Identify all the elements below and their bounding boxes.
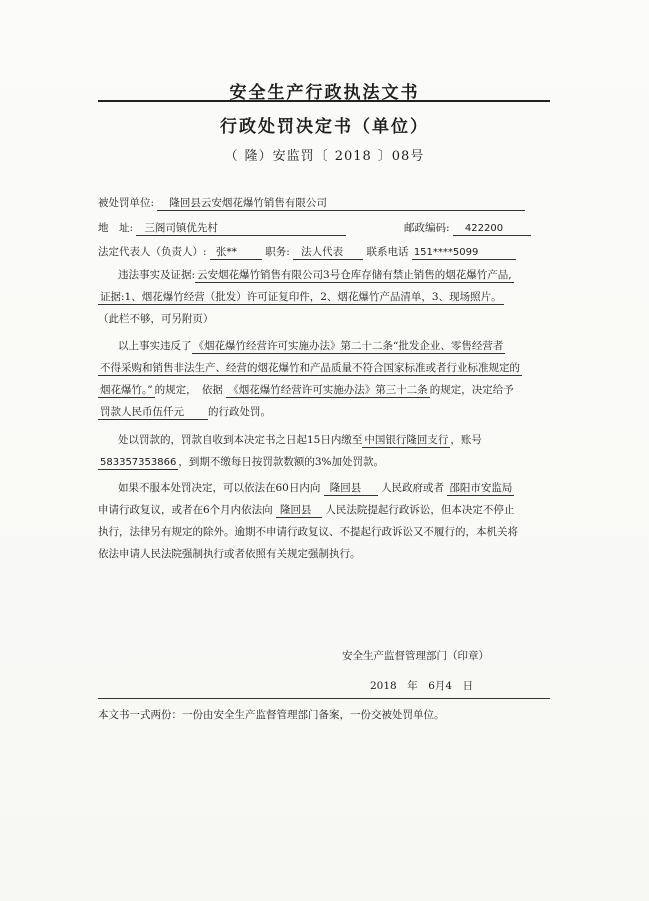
appeal-court: 隆回县 <box>276 504 322 518</box>
penalty-tail: 的行政处罚。 <box>208 406 271 418</box>
violation-intro: 以上事实违反了 <box>118 340 192 352</box>
appeal-mid: 人民政府或者 <box>381 482 445 494</box>
evidence-label: 违法事实及证据: <box>118 269 196 281</box>
party-row <box>98 195 525 211</box>
appeal-pre: 如果不服本处罚决定，可以依法在60日内向 <box>118 482 321 494</box>
postcode-value: 422200 <box>453 222 531 236</box>
penalty-value: 罚款人民币伍仟元 <box>98 406 208 420</box>
doc-number-year: 2018 <box>334 149 372 164</box>
appeal-line-2 <box>98 499 514 521</box>
doc-number-middle: ）安监罚〔 <box>258 149 329 164</box>
evidence-text-2: 证据:1、烟花爆竹经营（批发）许可证复印件，2、烟花爆竹产品清单，3、现场照片。 <box>100 291 502 303</box>
doc-number-close: 〕08 <box>377 149 411 164</box>
bank-name: 中国银行隆回支行 <box>364 434 449 446</box>
post-value: 法人代表 <box>293 246 363 260</box>
evidence-line-2 <box>98 286 504 308</box>
doc-number-county: 隆 <box>244 149 259 164</box>
violation-text-3: 烟花爆竹。” <box>100 384 153 396</box>
phone-label: 联系电话 <box>366 246 409 258</box>
representative-row <box>98 244 516 260</box>
penalty-line <box>98 401 271 423</box>
violation-law: 《烟花爆竹经营许可实施办法》第二十二条“批发企业、零售经营者 <box>193 340 504 352</box>
title-divider <box>98 100 550 102</box>
account-label: ，账号 <box>450 434 482 446</box>
appeal-line2-tail: 人民法院提起行政诉讼，但本决定不停止 <box>325 504 515 516</box>
doc-number-open: （ <box>224 149 239 164</box>
copies-note: 本文书一式两份：一份由安全生产监督管理部门备案，一份交被处罚单位。 <box>98 709 445 721</box>
address-value: 三阁司镇优先村 <box>136 222 346 236</box>
phone-value: 151****5099 <box>412 246 516 260</box>
document-number <box>0 145 649 164</box>
appeal-line-3: 执行，法律另有规定的除外。逾期不申请行政复议、不提起行政诉讼又不履行的，本机关将 <box>98 526 518 538</box>
party-label: 被处罚单位: <box>98 197 155 209</box>
violation-line-1 <box>118 335 505 357</box>
violation-line-2 <box>98 357 522 379</box>
party-value: 隆回县云安烟花爆竹销售有限公司 <box>157 197 525 211</box>
evidence-text-1: 云安烟花爆竹销售有限公司3号仓库存储有禁止销售的烟花爆竹产品, <box>197 269 512 281</box>
postcode-row <box>404 220 531 236</box>
representative-value: 张** <box>210 246 262 260</box>
appeal-gov: 隆回县 <box>324 482 378 496</box>
authority-stamp: 安全生产监督管理部门（印章） <box>342 650 489 662</box>
appeal-line2-pre: 申请行政复议，或者在6个月内依法向 <box>98 504 273 516</box>
address-row <box>98 220 346 236</box>
violation-text-2: 不得采购和销售非法生产、经营的烟花爆竹和产品质量不符合国家标准或者行业标准规定的 <box>100 362 520 374</box>
account-number: 583357353866 <box>100 457 177 468</box>
post-label: 职务: <box>265 246 290 258</box>
payment-tail: ，到期不缴每日按罚款数额的3%加处罚款。 <box>178 456 385 468</box>
document-subtitle: 行政处罚决定书（单位） <box>220 117 429 137</box>
issue-date: 2018 年 6月4 日 <box>370 680 474 692</box>
basis-law: 《烟花爆竹经营许可实施办法》第三十二条 <box>228 384 428 396</box>
document-title: 安全生产行政执法文书 <box>229 83 420 103</box>
representative-label: 法定代表人（负责人）: <box>98 246 207 258</box>
basis-tail: 的规定，决定给予 <box>429 384 514 396</box>
violation-line-3 <box>98 379 514 401</box>
payment-line-2 <box>98 451 384 473</box>
appeal-bureau: 邵阳市安监局 <box>449 482 513 494</box>
address-label: 地 址: <box>98 222 134 234</box>
doc-number-suffix: 号 <box>410 149 425 164</box>
appeal-line-1 <box>118 477 514 499</box>
footer-divider <box>98 698 550 699</box>
evidence-note: （此栏不够，可另附页） <box>98 313 214 325</box>
postcode-label: 邮政编码: <box>404 222 450 234</box>
violation-mid: 的规定， 依据 <box>154 384 223 396</box>
payment-pre: 处以罚款的，罚款自收到本决定书之日起15日内缴至 <box>118 434 363 446</box>
evidence-line-1 <box>118 264 514 286</box>
payment-line-1 <box>118 429 482 451</box>
appeal-line-4: 依法申请人民法院强制执行或者依照有关规定强制执行。 <box>98 548 361 560</box>
